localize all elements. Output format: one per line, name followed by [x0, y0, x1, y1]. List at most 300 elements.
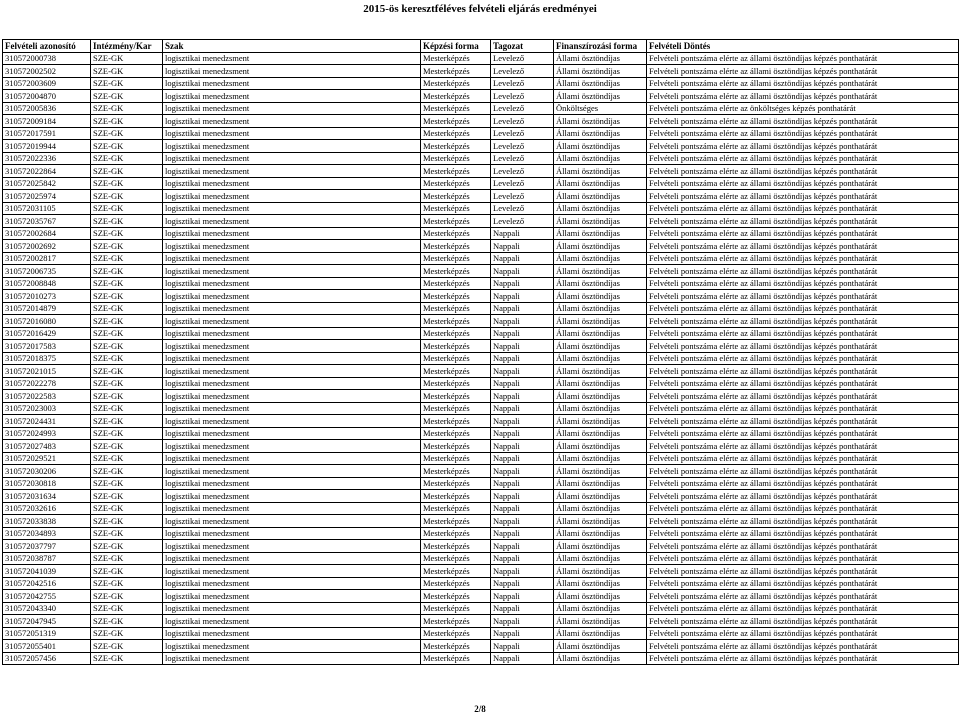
col-azonosito-cell: 310572025842 — [3, 177, 91, 190]
column-header-dontes: Felvételi Döntés — [647, 40, 959, 53]
table-row — [3, 452, 959, 465]
col-intezmeny-cell: SZE-GK — [91, 502, 163, 515]
col-finanszirozas-cell: Állami ösztöndíjas — [554, 52, 647, 65]
col-dontes-cell: Felvételi pontszáma elérte az állami ösztöndíjas képzés ponthatárát — [647, 227, 959, 240]
col-szak-cell: logisztikai menedzsment — [163, 65, 421, 78]
table-row — [3, 115, 959, 128]
col-kepzesi-forma-cell: Mesterképzés — [421, 602, 491, 615]
col-finanszirozas-cell: Állami ösztöndíjas — [554, 590, 647, 603]
col-kepzesi-forma-cell: Mesterképzés — [421, 52, 491, 65]
col-szak-cell: logisztikai menedzsment — [163, 427, 421, 440]
col-kepzesi-forma-cell: Mesterképzés — [421, 402, 491, 415]
col-finanszirozas-cell: Állami ösztöndíjas — [554, 152, 647, 165]
col-szak-cell: logisztikai menedzsment — [163, 627, 421, 640]
table-row — [3, 290, 959, 303]
col-intezmeny-cell: SZE-GK — [91, 590, 163, 603]
col-tagozat-cell: Nappali — [491, 652, 554, 665]
col-dontes-cell: Felvételi pontszáma elérte az állami ösztöndíjas képzés ponthatárát — [647, 390, 959, 403]
col-intezmeny-cell: SZE-GK — [91, 552, 163, 565]
col-dontes-cell: Felvételi pontszáma elérte az állami ösztöndíjas képzés ponthatárát — [647, 52, 959, 65]
results-table — [2, 39, 959, 665]
col-szak-cell: logisztikai menedzsment — [163, 252, 421, 265]
col-dontes-cell: Felvételi pontszáma elérte az állami ösztöndíjas képzés ponthatárát — [647, 415, 959, 428]
col-intezmeny-cell: SZE-GK — [91, 77, 163, 90]
col-finanszirozas-cell: Állami ösztöndíjas — [554, 127, 647, 140]
col-intezmeny-cell: SZE-GK — [91, 265, 163, 278]
table-row — [3, 602, 959, 615]
col-intezmeny-cell: SZE-GK — [91, 515, 163, 528]
col-dontes-cell: Felvételi pontszáma elérte az állami ösztöndíjas képzés ponthatárát — [647, 602, 959, 615]
col-kepzesi-forma-cell: Mesterképzés — [421, 65, 491, 78]
col-intezmeny-cell: SZE-GK — [91, 52, 163, 65]
table-row — [3, 577, 959, 590]
col-kepzesi-forma-cell: Mesterképzés — [421, 440, 491, 453]
table-row — [3, 427, 959, 440]
col-dontes-cell: Felvételi pontszáma elérte az állami ösztöndíjas képzés ponthatárát — [647, 65, 959, 78]
col-tagozat-cell: Nappali — [491, 627, 554, 640]
col-intezmeny-cell: SZE-GK — [91, 140, 163, 153]
col-szak-cell: logisztikai menedzsment — [163, 302, 421, 315]
col-tagozat-cell: Nappali — [491, 490, 554, 503]
col-intezmeny-cell: SZE-GK — [91, 315, 163, 328]
col-szak-cell: logisztikai menedzsment — [163, 640, 421, 653]
column-header-kepzesi-forma: Képzési forma — [421, 40, 491, 53]
col-szak-cell: logisztikai menedzsment — [163, 415, 421, 428]
table-row — [3, 227, 959, 240]
table-row — [3, 465, 959, 478]
col-finanszirozas-cell: Állami ösztöndíjas — [554, 327, 647, 340]
col-finanszirozas-cell: Állami ösztöndíjas — [554, 627, 647, 640]
col-intezmeny-cell: SZE-GK — [91, 440, 163, 453]
col-szak-cell: logisztikai menedzsment — [163, 452, 421, 465]
col-dontes-cell: Felvételi pontszáma elérte az állami ösztöndíjas képzés ponthatárát — [647, 540, 959, 553]
table-body — [3, 52, 959, 665]
col-tagozat-cell: Nappali — [491, 340, 554, 353]
col-kepzesi-forma-cell: Mesterképzés — [421, 140, 491, 153]
page-number: 2/8 — [474, 704, 486, 714]
col-intezmeny-cell: SZE-GK — [91, 127, 163, 140]
col-tagozat-cell: Levelező — [491, 127, 554, 140]
col-azonosito-cell: 310572042516 — [3, 577, 91, 590]
col-azonosito-cell: 310572002684 — [3, 227, 91, 240]
col-kepzesi-forma-cell: Mesterképzés — [421, 640, 491, 653]
table-row — [3, 652, 959, 665]
col-szak-cell: logisztikai menedzsment — [163, 165, 421, 178]
col-dontes-cell: Felvételi pontszáma elérte az állami ösztöndíjas képzés ponthatárát — [647, 265, 959, 278]
col-finanszirozas-cell: Állami ösztöndíjas — [554, 365, 647, 378]
col-intezmeny-cell: SZE-GK — [91, 652, 163, 665]
col-dontes-cell: Felvételi pontszáma elérte az állami ösztöndíjas képzés ponthatárát — [647, 127, 959, 140]
col-szak-cell: logisztikai menedzsment — [163, 290, 421, 303]
col-finanszirozas-cell: Állami ösztöndíjas — [554, 215, 647, 228]
col-finanszirozas-cell: Állami ösztöndíjas — [554, 202, 647, 215]
table-row — [3, 565, 959, 578]
col-finanszirozas-cell: Állami ösztöndíjas — [554, 352, 647, 365]
col-dontes-cell: Felvételi pontszáma elérte az állami ösztöndíjas képzés ponthatárát — [647, 402, 959, 415]
col-szak-cell: logisztikai menedzsment — [163, 340, 421, 353]
col-kepzesi-forma-cell: Mesterképzés — [421, 252, 491, 265]
col-szak-cell: logisztikai menedzsment — [163, 440, 421, 453]
col-azonosito-cell: 310572018375 — [3, 352, 91, 365]
col-finanszirozas-cell: Állami ösztöndíjas — [554, 65, 647, 78]
col-azonosito-cell: 310572057456 — [3, 652, 91, 665]
col-tagozat-cell: Nappali — [491, 452, 554, 465]
col-finanszirozas-cell: Állami ösztöndíjas — [554, 465, 647, 478]
col-tagozat-cell: Nappali — [491, 402, 554, 415]
col-kepzesi-forma-cell: Mesterképzés — [421, 502, 491, 515]
col-dontes-cell: Felvételi pontszáma elérte az állami ösztöndíjas képzés ponthatárát — [647, 315, 959, 328]
col-finanszirozas-cell: Állami ösztöndíjas — [554, 577, 647, 590]
col-intezmeny-cell: SZE-GK — [91, 90, 163, 103]
col-finanszirozas-cell: Állami ösztöndíjas — [554, 340, 647, 353]
col-tagozat-cell: Levelező — [491, 77, 554, 90]
table-row — [3, 477, 959, 490]
column-header-finanszirozas: Finanszírozási forma — [554, 40, 647, 53]
col-finanszirozas-cell: Állami ösztöndíjas — [554, 527, 647, 540]
col-finanszirozas-cell: Állami ösztöndíjas — [554, 77, 647, 90]
table-row — [3, 165, 959, 178]
col-kepzesi-forma-cell: Mesterképzés — [421, 265, 491, 278]
col-dontes-cell: Felvételi pontszáma elérte az állami ösztöndíjas képzés ponthatárát — [647, 440, 959, 453]
col-dontes-cell: Felvételi pontszáma elérte az állami ösztöndíjas képzés ponthatárát — [647, 202, 959, 215]
col-tagozat-cell: Nappali — [491, 427, 554, 440]
col-szak-cell: logisztikai menedzsment — [163, 602, 421, 615]
col-tagozat-cell: Nappali — [491, 265, 554, 278]
col-azonosito-cell: 310572004870 — [3, 90, 91, 103]
col-kepzesi-forma-cell: Mesterképzés — [421, 590, 491, 603]
col-dontes-cell: Felvételi pontszáma elérte az állami ösztöndíjas képzés ponthatárát — [647, 352, 959, 365]
col-finanszirozas-cell: Állami ösztöndíjas — [554, 377, 647, 390]
col-dontes-cell: Felvételi pontszáma elérte az állami ösztöndíjas képzés ponthatárát — [647, 465, 959, 478]
col-tagozat-cell: Nappali — [491, 227, 554, 240]
col-azonosito-cell: 310572019944 — [3, 140, 91, 153]
col-dontes-cell: Felvételi pontszáma elérte az állami ösztöndíjas képzés ponthatárát — [647, 590, 959, 603]
col-szak-cell: logisztikai menedzsment — [163, 502, 421, 515]
table-row — [3, 240, 959, 253]
col-finanszirozas-cell: Állami ösztöndíjas — [554, 440, 647, 453]
col-kepzesi-forma-cell: Mesterképzés — [421, 302, 491, 315]
col-finanszirozas-cell: Állami ösztöndíjas — [554, 552, 647, 565]
col-dontes-cell: Felvételi pontszáma elérte az állami ösztöndíjas képzés ponthatárát — [647, 165, 959, 178]
col-azonosito-cell: 310572022864 — [3, 165, 91, 178]
col-tagozat-cell: Nappali — [491, 502, 554, 515]
table-row — [3, 52, 959, 65]
col-intezmeny-cell: SZE-GK — [91, 365, 163, 378]
col-kepzesi-forma-cell: Mesterképzés — [421, 340, 491, 353]
col-szak-cell: logisztikai menedzsment — [163, 227, 421, 240]
col-kepzesi-forma-cell: Mesterképzés — [421, 652, 491, 665]
table-row — [3, 190, 959, 203]
col-tagozat-cell: Levelező — [491, 215, 554, 228]
col-azonosito-cell: 310572002817 — [3, 252, 91, 265]
table-row — [3, 340, 959, 353]
col-szak-cell: logisztikai menedzsment — [163, 565, 421, 578]
col-kepzesi-forma-cell: Mesterképzés — [421, 565, 491, 578]
col-kepzesi-forma-cell: Mesterképzés — [421, 227, 491, 240]
col-szak-cell: logisztikai menedzsment — [163, 577, 421, 590]
table-row — [3, 352, 959, 365]
col-szak-cell: logisztikai menedzsment — [163, 540, 421, 553]
col-tagozat-cell: Levelező — [491, 102, 554, 115]
col-finanszirozas-cell: Állami ösztöndíjas — [554, 390, 647, 403]
col-szak-cell: logisztikai menedzsment — [163, 215, 421, 228]
col-dontes-cell: Felvételi pontszáma elérte az állami ösztöndíjas képzés ponthatárát — [647, 152, 959, 165]
col-dontes-cell: Felvételi pontszáma elérte az állami ösztöndíjas képzés ponthatárát — [647, 140, 959, 153]
col-finanszirozas-cell: Állami ösztöndíjas — [554, 402, 647, 415]
col-azonosito-cell: 310572016429 — [3, 327, 91, 340]
col-tagozat-cell: Levelező — [491, 152, 554, 165]
col-tagozat-cell: Nappali — [491, 352, 554, 365]
col-kepzesi-forma-cell: Mesterképzés — [421, 277, 491, 290]
col-intezmeny-cell: SZE-GK — [91, 352, 163, 365]
col-intezmeny-cell: SZE-GK — [91, 190, 163, 203]
table-row — [3, 202, 959, 215]
col-dontes-cell: Felvételi pontszáma elérte az állami ösztöndíjas képzés ponthatárát — [647, 115, 959, 128]
col-szak-cell: logisztikai menedzsment — [163, 127, 421, 140]
col-kepzesi-forma-cell: Mesterképzés — [421, 152, 491, 165]
col-intezmeny-cell: SZE-GK — [91, 602, 163, 615]
col-szak-cell: logisztikai menedzsment — [163, 352, 421, 365]
col-intezmeny-cell: SZE-GK — [91, 427, 163, 440]
col-dontes-cell: Felvételi pontszáma elérte az állami ösztöndíjas képzés ponthatárát — [647, 277, 959, 290]
col-dontes-cell: Felvételi pontszáma elérte az állami ösztöndíjas képzés ponthatárát — [647, 302, 959, 315]
col-kepzesi-forma-cell: Mesterképzés — [421, 615, 491, 628]
col-tagozat-cell: Levelező — [491, 52, 554, 65]
col-intezmeny-cell: SZE-GK — [91, 65, 163, 78]
col-tagozat-cell: Nappali — [491, 565, 554, 578]
col-finanszirozas-cell: Állami ösztöndíjas — [554, 277, 647, 290]
col-azonosito-cell: 310572002692 — [3, 240, 91, 253]
col-intezmeny-cell: SZE-GK — [91, 102, 163, 115]
col-finanszirozas-cell: Állami ösztöndíjas — [554, 265, 647, 278]
col-tagozat-cell: Nappali — [491, 315, 554, 328]
col-dontes-cell: Felvételi pontszáma elérte az állami ösztöndíjas képzés ponthatárát — [647, 240, 959, 253]
col-intezmeny-cell: SZE-GK — [91, 177, 163, 190]
col-intezmeny-cell: SZE-GK — [91, 402, 163, 415]
col-kepzesi-forma-cell: Mesterképzés — [421, 177, 491, 190]
col-dontes-cell: Felvételi pontszáma elérte az állami ösztöndíjas képzés ponthatárát — [647, 77, 959, 90]
col-azonosito-cell: 310572030818 — [3, 477, 91, 490]
col-tagozat-cell: Nappali — [491, 390, 554, 403]
col-azonosito-cell: 310572016080 — [3, 315, 91, 328]
col-dontes-cell: Felvételi pontszáma elérte az állami ösztöndíjas képzés ponthatárát — [647, 515, 959, 528]
column-header-intezmeny: Intézmény/Kar — [91, 40, 163, 53]
col-azonosito-cell: 310572017583 — [3, 340, 91, 353]
col-tagozat-cell: Levelező — [491, 190, 554, 203]
col-intezmeny-cell: SZE-GK — [91, 540, 163, 553]
col-azonosito-cell: 310572043340 — [3, 602, 91, 615]
col-kepzesi-forma-cell: Mesterképzés — [421, 477, 491, 490]
col-intezmeny-cell: SZE-GK — [91, 465, 163, 478]
col-azonosito-cell: 310572038787 — [3, 552, 91, 565]
col-finanszirozas-cell: Állami ösztöndíjas — [554, 190, 647, 203]
col-kepzesi-forma-cell: Mesterképzés — [421, 215, 491, 228]
col-intezmeny-cell: SZE-GK — [91, 452, 163, 465]
col-szak-cell: logisztikai menedzsment — [163, 140, 421, 153]
col-azonosito-cell: 310572030206 — [3, 465, 91, 478]
col-intezmeny-cell: SZE-GK — [91, 290, 163, 303]
col-intezmeny-cell: SZE-GK — [91, 252, 163, 265]
table-row — [3, 127, 959, 140]
col-azonosito-cell: 310572032616 — [3, 502, 91, 515]
table-row — [3, 177, 959, 190]
table-row — [3, 327, 959, 340]
col-intezmeny-cell: SZE-GK — [91, 615, 163, 628]
col-tagozat-cell: Nappali — [491, 415, 554, 428]
col-finanszirozas-cell: Állami ösztöndíjas — [554, 290, 647, 303]
col-kepzesi-forma-cell: Mesterképzés — [421, 552, 491, 565]
col-finanszirozas-cell: Állami ösztöndíjas — [554, 302, 647, 315]
col-finanszirozas-cell: Állami ösztöndíjas — [554, 502, 647, 515]
col-kepzesi-forma-cell: Mesterképzés — [421, 427, 491, 440]
col-dontes-cell: Felvételi pontszáma elérte az állami ösztöndíjas képzés ponthatárát — [647, 627, 959, 640]
col-azonosito-cell: 310572022583 — [3, 390, 91, 403]
col-azonosito-cell: 310572002502 — [3, 65, 91, 78]
col-azonosito-cell: 310572009184 — [3, 115, 91, 128]
col-azonosito-cell: 310572010273 — [3, 290, 91, 303]
table-row — [3, 440, 959, 453]
col-kepzesi-forma-cell: Mesterképzés — [421, 90, 491, 103]
table-row — [3, 390, 959, 403]
table-row — [3, 640, 959, 653]
col-szak-cell: logisztikai menedzsment — [163, 477, 421, 490]
col-azonosito-cell: 310572033838 — [3, 515, 91, 528]
col-tagozat-cell: Levelező — [491, 202, 554, 215]
col-azonosito-cell: 310572006735 — [3, 265, 91, 278]
table-row — [3, 315, 959, 328]
col-tagozat-cell: Nappali — [491, 327, 554, 340]
col-tagozat-cell: Nappali — [491, 240, 554, 253]
column-header-tagozat: Tagozat — [491, 40, 554, 53]
col-azonosito-cell: 310572034893 — [3, 527, 91, 540]
col-intezmeny-cell: SZE-GK — [91, 640, 163, 653]
col-finanszirozas-cell: Állami ösztöndíjas — [554, 315, 647, 328]
column-header-szak: Szak — [163, 40, 421, 53]
table-row — [3, 377, 959, 390]
col-finanszirozas-cell: Állami ösztöndíjas — [554, 602, 647, 615]
col-dontes-cell: Felvételi pontszáma elérte az állami ösztöndíjas képzés ponthatárát — [647, 290, 959, 303]
col-kepzesi-forma-cell: Mesterképzés — [421, 202, 491, 215]
col-azonosito-cell: 310572035767 — [3, 215, 91, 228]
col-intezmeny-cell: SZE-GK — [91, 577, 163, 590]
col-kepzesi-forma-cell: Mesterképzés — [421, 165, 491, 178]
col-szak-cell: logisztikai menedzsment — [163, 465, 421, 478]
col-tagozat-cell: Nappali — [491, 515, 554, 528]
col-kepzesi-forma-cell: Mesterképzés — [421, 315, 491, 328]
col-tagozat-cell: Nappali — [491, 365, 554, 378]
col-dontes-cell: Felvételi pontszáma elérte az állami ösztöndíjas képzés ponthatárát — [647, 502, 959, 515]
col-intezmeny-cell: SZE-GK — [91, 490, 163, 503]
page-title: 2015-ös keresztféléves felvételi eljárás eredményei — [363, 3, 597, 15]
col-azonosito-cell: 310572031105 — [3, 202, 91, 215]
col-kepzesi-forma-cell: Mesterképzés — [421, 540, 491, 553]
col-azonosito-cell: 310572014879 — [3, 302, 91, 315]
col-szak-cell: logisztikai menedzsment — [163, 327, 421, 340]
col-finanszirozas-cell: Állami ösztöndíjas — [554, 240, 647, 253]
col-szak-cell: logisztikai menedzsment — [163, 365, 421, 378]
col-finanszirozas-cell: Állami ösztöndíjas — [554, 615, 647, 628]
col-finanszirozas-cell: Állami ösztöndíjas — [554, 490, 647, 503]
col-azonosito-cell: 310572041039 — [3, 565, 91, 578]
col-kepzesi-forma-cell: Mesterképzés — [421, 527, 491, 540]
col-tagozat-cell: Nappali — [491, 615, 554, 628]
col-dontes-cell: Felvételi pontszáma elérte az állami ösztöndíjas képzés ponthatárát — [647, 327, 959, 340]
col-finanszirozas-cell: Állami ösztöndíjas — [554, 515, 647, 528]
table-row — [3, 502, 959, 515]
col-dontes-cell: Felvételi pontszáma elérte az állami ösztöndíjas képzés ponthatárát — [647, 615, 959, 628]
table-row — [3, 277, 959, 290]
col-kepzesi-forma-cell: Mesterképzés — [421, 327, 491, 340]
col-azonosito-cell: 310572027483 — [3, 440, 91, 453]
col-kepzesi-forma-cell: Mesterképzés — [421, 127, 491, 140]
col-tagozat-cell: Nappali — [491, 527, 554, 540]
col-dontes-cell: Felvételi pontszáma elérte az állami ösztöndíjas képzés ponthatárát — [647, 577, 959, 590]
col-tagozat-cell: Levelező — [491, 65, 554, 78]
col-kepzesi-forma-cell: Mesterképzés — [421, 627, 491, 640]
col-dontes-cell: Felvételi pontszáma elérte az állami ösztöndíjas képzés ponthatárát — [647, 177, 959, 190]
col-tagozat-cell: Nappali — [491, 377, 554, 390]
col-finanszirozas-cell: Állami ösztöndíjas — [554, 115, 647, 128]
col-kepzesi-forma-cell: Mesterképzés — [421, 352, 491, 365]
col-szak-cell: logisztikai menedzsment — [163, 90, 421, 103]
table-row — [3, 552, 959, 565]
col-intezmeny-cell: SZE-GK — [91, 415, 163, 428]
col-intezmeny-cell: SZE-GK — [91, 565, 163, 578]
col-kepzesi-forma-cell: Mesterképzés — [421, 490, 491, 503]
col-intezmeny-cell: SZE-GK — [91, 340, 163, 353]
col-kepzesi-forma-cell: Mesterképzés — [421, 415, 491, 428]
col-szak-cell: logisztikai menedzsment — [163, 390, 421, 403]
col-szak-cell: logisztikai menedzsment — [163, 202, 421, 215]
table-row — [3, 252, 959, 265]
col-azonosito-cell: 310572021015 — [3, 365, 91, 378]
col-finanszirozas-cell: Állami ösztöndíjas — [554, 652, 647, 665]
table-row — [3, 515, 959, 528]
table-row — [3, 65, 959, 78]
col-dontes-cell: Felvételi pontszáma elérte az állami ösztöndíjas képzés ponthatárát — [647, 477, 959, 490]
col-szak-cell: logisztikai menedzsment — [163, 527, 421, 540]
col-dontes-cell: Felvételi pontszáma elérte az állami ösztöndíjas képzés ponthatárát — [647, 365, 959, 378]
table-row — [3, 615, 959, 628]
col-dontes-cell: Felvételi pontszáma elérte az állami ösztöndíjas képzés ponthatárát — [647, 340, 959, 353]
col-finanszirozas-cell: Állami ösztöndíjas — [554, 165, 647, 178]
table-row — [3, 402, 959, 415]
col-tagozat-cell: Nappali — [491, 577, 554, 590]
table-row — [3, 140, 959, 153]
col-szak-cell: logisztikai menedzsment — [163, 590, 421, 603]
col-tagozat-cell: Levelező — [491, 90, 554, 103]
col-szak-cell: logisztikai menedzsment — [163, 152, 421, 165]
col-dontes-cell: Felvételi pontszáma elérte az állami ösztöndíjas képzés ponthatárát — [647, 640, 959, 653]
col-azonosito-cell: 310572024993 — [3, 427, 91, 440]
col-intezmeny-cell: SZE-GK — [91, 302, 163, 315]
col-kepzesi-forma-cell: Mesterképzés — [421, 290, 491, 303]
col-intezmeny-cell: SZE-GK — [91, 377, 163, 390]
col-intezmeny-cell: SZE-GK — [91, 627, 163, 640]
col-azonosito-cell: 310572005836 — [3, 102, 91, 115]
col-szak-cell: logisztikai menedzsment — [163, 377, 421, 390]
col-tagozat-cell: Levelező — [491, 115, 554, 128]
col-azonosito-cell: 310572047945 — [3, 615, 91, 628]
col-szak-cell: logisztikai menedzsment — [163, 115, 421, 128]
col-dontes-cell: Felvételi pontszáma elérte az állami ösztöndíjas képzés ponthatárát — [647, 652, 959, 665]
col-kepzesi-forma-cell: Mesterképzés — [421, 240, 491, 253]
col-azonosito-cell: 310572037797 — [3, 540, 91, 553]
col-tagozat-cell: Nappali — [491, 465, 554, 478]
table-row — [3, 90, 959, 103]
col-dontes-cell: Felvételi pontszáma elérte az állami ösztöndíjas képzés ponthatárát — [647, 552, 959, 565]
table-row — [3, 590, 959, 603]
